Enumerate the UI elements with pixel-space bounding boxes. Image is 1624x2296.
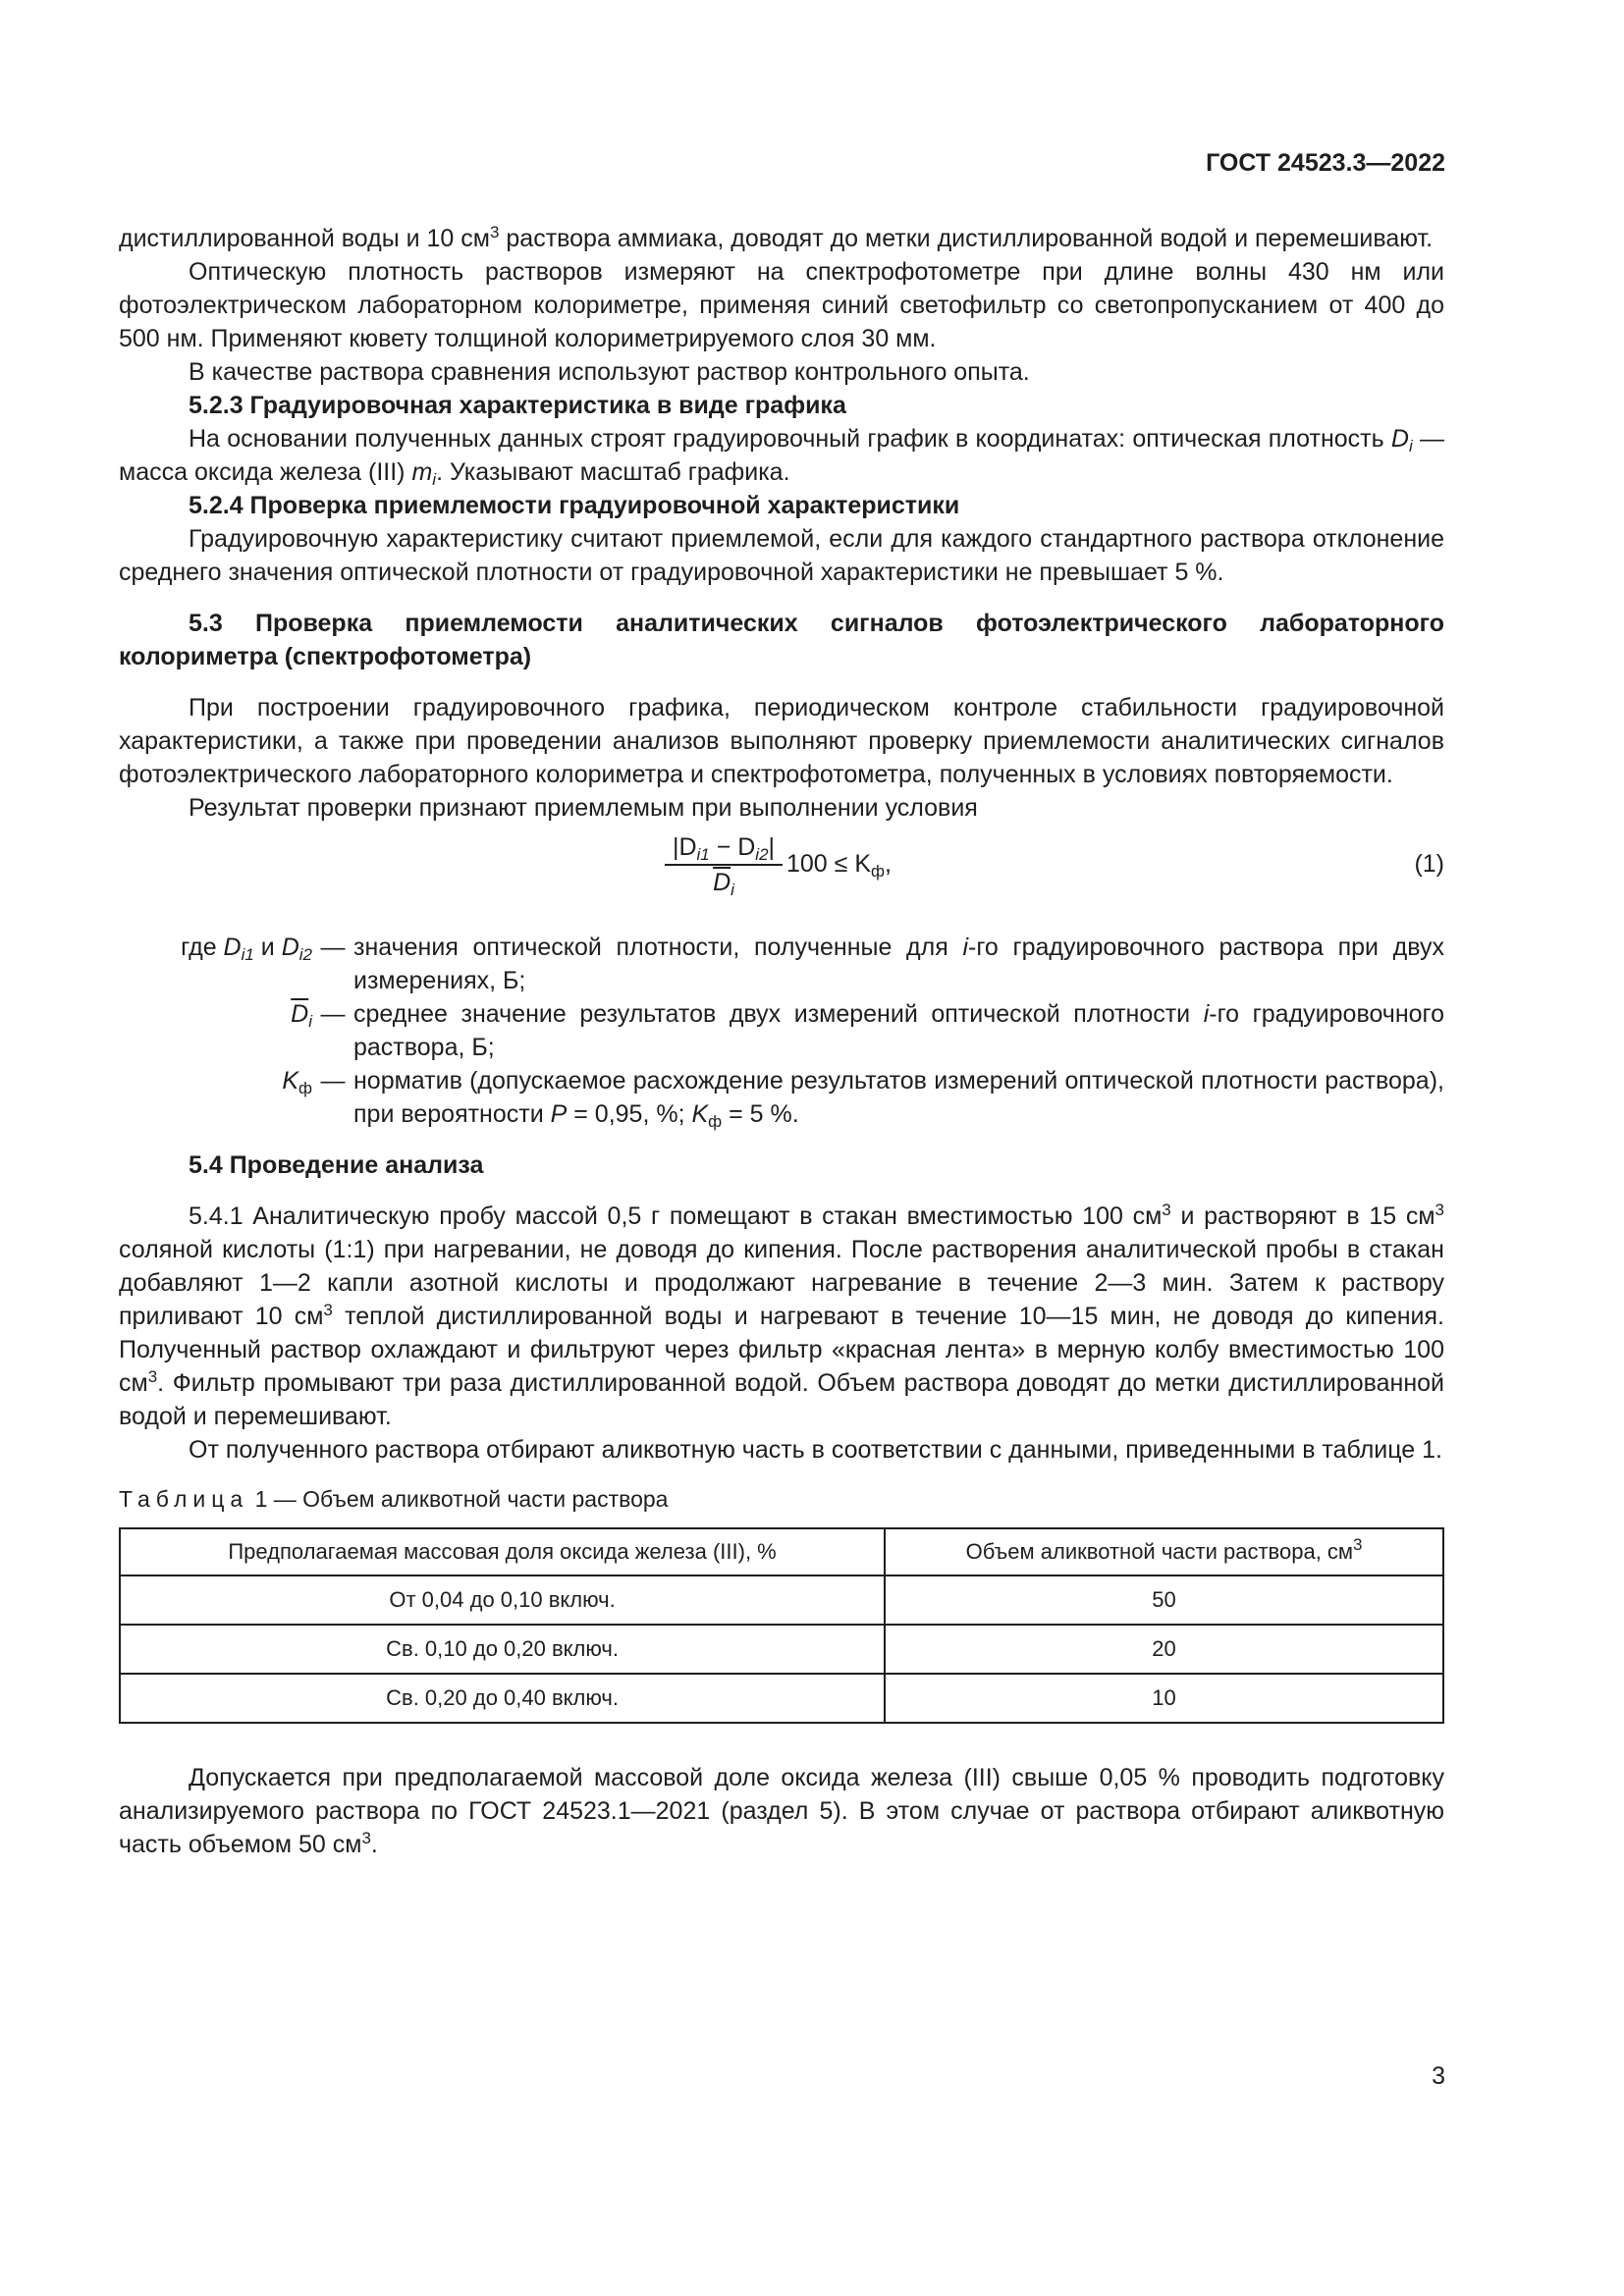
paragraph: Допускается при предполагаемой массовой доле оксида железа (III) свыше 0,05 % проводить подготовку анализируемого раствора по ГОСТ 24523.1—2021 (раздел 5). В этом случае от раствора отбирают аликвотную часть объемом 50 $см^3$. [119, 1764, 1444, 1858]
table-cell: Св. 0,20 до 0,40 включ. [120, 1674, 885, 1723]
legend-item: $\overline{D}_i$ — среднее значение результатов двух измерений оптической плотности i-го градуировочного раствора, Б; [291, 1000, 1445, 1061]
formula-fraction [665, 830, 783, 899]
section-heading: 5.3 Проверка приемлемости аналитических сигналов фотоэлектрического лабораторного колориметра (спектрофотометра) [119, 610, 1444, 670]
paragraph: При построении градуировочного графика, периодическом контроле стабильности градуировочной характеристики, а также при проведении анализов выполняют проверку приемлемости аналитических сигналов фотоэлектрического лабораторного колориметра и спектрофотометра, полученных в условиях повторяемости. [119, 694, 1444, 788]
document-header: ГОСТ 24523.3—2022 [1206, 149, 1445, 177]
formula-denominator: $\overline{D}_i$ [713, 869, 734, 899]
table-cell: От 0,04 до 0,10 включ. [120, 1575, 885, 1625]
page-number: 3 [1432, 2062, 1445, 2090]
paragraph: В качестве раствора сравнения используют раствор контрольного опыта. [189, 358, 1030, 386]
table-row [120, 1575, 1443, 1625]
paragraph: Результат проверки признают приемлемым при выполнении условия [189, 794, 978, 822]
table-cell: Св. 0,10 до 0,20 включ. [120, 1625, 885, 1674]
formula-legend [119, 931, 1444, 1131]
table-row [120, 1674, 1443, 1723]
section-heading: 5.2.4 Проверка приемлемости градуировочной характеристики [189, 492, 960, 519]
paragraph: Градуировочную характеристику считают приемлемой, если для каждого стандартного раствора отклонение среднего значения оптической плотности от градуировочной характеристики не превышает 5 %. [119, 525, 1444, 586]
document-body [119, 222, 1444, 1861]
aliquot-table [119, 1527, 1444, 1724]
legend-item: $K_ф$ — норматив (допускаемое расхождение результатов измерений оптической плотности раствора), при вероятности P = 0,95, %; $K_ф = 5$ %. [282, 1067, 1444, 1131]
paragraph: 5.4.1 Аналитическую пробу массой 0,5 г помещают в стакан вместимостью 100 $см^3$ и растворяют в 15 $см^3$ соляной кислоты (1:1) при нагревании, не доводя до кипения. После растворения аналитической пробы в стакан добавляют 1—2 капли азотной кислоты и продолжают нагревание в течение 2—3 мин. Затем к раствору приливают 10 $см^3$ теплой дистиллированной воды и нагревают в течение 10—15 мин, не доводя до кипения. Полученный раствор охлаждают и фильтруют через фильтр «красная лента» в мерную колбу вместимостью 100 $см^3$. Фильтр промывают три раза дистиллированной водой. Объем раствора доводят до метки дистиллированной водой и перемешивают. [119, 1201, 1444, 1430]
paragraph: Оптическую плотность растворов измеряют на спектрофотометре при длине волны 430 нм или фотоэлектрическом лабораторном колориметре, применяя синий светофильтр со светопропусканием от 400 до 500 нм. Применяют кювету толщиной колориметрируемого слоя 30 мм. [119, 258, 1444, 352]
table-caption: Таблица 1 — Объем аликвотной части раствора [119, 1486, 669, 1512]
table-header-row [120, 1528, 1443, 1575]
paragraph: На основании полученных данных строят градуировочный график в координатах: оптическая плотность $D_i$ — масса оксида железа (III) $m_i$. Указывают масштаб графика. [119, 425, 1444, 489]
section-heading: 5.2.3 Градуировочная характеристика в виде графика [189, 392, 846, 419]
table-header-cell: Объем аликвотной части раствора, $см^3$ [885, 1528, 1443, 1575]
formula-numerator: $|D_{i1} - D_{i2}|$ [665, 830, 783, 866]
equation-number: (1) [1414, 850, 1444, 878]
section-heading: 5.4 Проведение анализа [189, 1151, 484, 1179]
formula-rest: $100 \le K_ф$, [786, 850, 892, 881]
table-cell: 10 [885, 1674, 1443, 1723]
table-cell: 50 [885, 1575, 1443, 1625]
table-header-cell: Предполагаемая массовая доля оксида железа (III), % [120, 1528, 885, 1575]
formula [119, 830, 1444, 915]
paragraph: От полученного раствора отбирают аликвотную часть в соответствии с данными, приведенными в таблице 1. [189, 1436, 1442, 1464]
table-cell: 20 [885, 1625, 1443, 1674]
paragraph: дистиллированной воды и 10 $см^3$ раствора аммиака, доводят до метки дистиллированной водой и перемешивают. [119, 223, 1434, 252]
legend-item: где $D_{i1}$ и $D_{i2}$ — значения оптической плотности, полученные для i-го градуировочного раствора при двух измерениях, Б; [181, 934, 1444, 994]
table-row [120, 1625, 1443, 1674]
